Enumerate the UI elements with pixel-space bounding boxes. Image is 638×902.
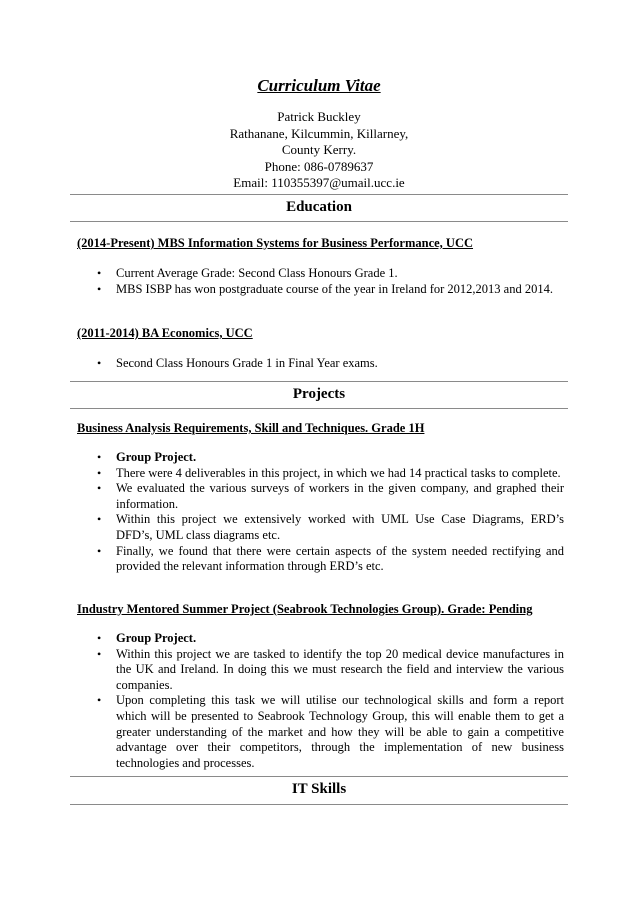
list-item-text: Group Project. xyxy=(116,450,197,464)
list-item-text: Finally, we found that there were certain aspects of the system needed rectifying and provided the relevant information through ERD’s etc. xyxy=(116,543,564,574)
list-item-text: Group Project. xyxy=(116,631,197,645)
document-title: Curriculum Vitae xyxy=(257,76,381,95)
section-divider xyxy=(70,776,568,777)
list-item-text: MBS ISBP has won postgraduate course of the year in Ireland for 2012,2013 and 2014. xyxy=(116,281,553,296)
project-entry-bullets xyxy=(96,631,564,771)
list-item xyxy=(96,647,564,694)
list-item xyxy=(96,356,564,372)
contact-phone: Phone: 086-0789637 xyxy=(264,158,374,174)
project-entry-bullets xyxy=(96,450,564,575)
bullet-icon: • xyxy=(97,693,102,708)
bullet-icon: • xyxy=(97,266,102,280)
list-item-text: There were 4 deliverables in this project, in which we had 14 practical tasks to complete. xyxy=(116,465,561,480)
contact-name: Patrick Buckley xyxy=(277,109,361,124)
list-item xyxy=(96,693,564,771)
education-heading: Education xyxy=(286,199,352,215)
contact-block xyxy=(0,109,638,192)
education-entry-bullets xyxy=(96,356,564,372)
section-divider xyxy=(70,221,568,222)
list-item-text: Within this project we are tasked to identify the top 20 medical device manufactures in the UK and Ireland. In doing this we must research the field and interview the various companies. xyxy=(116,646,564,692)
list-item-text: Second Class Honours Grade 1 in Final Year exams. xyxy=(116,356,378,370)
list-item xyxy=(96,466,564,482)
projects-heading: Projects xyxy=(292,386,346,402)
list-item xyxy=(96,266,564,282)
bullet-icon: • xyxy=(97,481,102,496)
bullet-icon: • xyxy=(97,356,102,370)
project-entry-title: Industry Mentored Summer Project (Seabrook Technologies Group). Grade: Pending xyxy=(77,602,533,616)
education-entry-title: (2014-Present) MBS Information Systems for Business Performance, UCC xyxy=(77,236,474,250)
it-skills-heading: IT Skills xyxy=(291,781,347,797)
list-item-text: Upon completing this task we will utilise our technological skills and form a report which will be presented to Seabrook Technology Group, this will enable them to get a greater understanding of the market and how they will be able to gain a competitive advantage over their competitors, through the implementation of new business technologies and processes. xyxy=(116,693,564,770)
list-item xyxy=(96,512,564,543)
bullet-icon: • xyxy=(97,543,102,558)
section-divider xyxy=(70,804,568,805)
list-item xyxy=(96,544,564,575)
list-item-text: We evaluated the various surveys of workers in the given company, and graphed their information. xyxy=(116,481,564,511)
bullet-icon: • xyxy=(97,465,102,480)
list-item xyxy=(96,631,564,647)
contact-address-line1: Rathanane, Kilcummin, Killarney, xyxy=(229,125,409,141)
section-divider xyxy=(70,194,568,195)
bullet-icon: • xyxy=(97,646,102,661)
section-divider xyxy=(70,381,568,382)
contact-address-line2: County Kerry. xyxy=(281,142,357,158)
education-entry-bullets xyxy=(96,266,564,297)
list-item xyxy=(96,282,564,298)
bullet-icon: • xyxy=(97,512,102,527)
bullet-icon: • xyxy=(97,281,102,296)
list-item xyxy=(96,450,564,466)
list-item-text: Within this project we extensively worked with UML Use Case Diagrams, ERD’s DFD’s, UML class diagrams etc. xyxy=(116,512,564,542)
list-item-text: Current Average Grade: Second Class Honours Grade 1. xyxy=(116,266,398,280)
project-entry-title: Business Analysis Requirements, Skill and Techniques. Grade 1H xyxy=(77,421,425,435)
contact-email: Email: 110355397@umail.ucc.ie xyxy=(233,175,405,191)
bullet-icon: • xyxy=(97,631,102,645)
education-entry-title: (2011-2014) BA Economics, UCC xyxy=(77,326,253,340)
bullet-icon: • xyxy=(97,450,102,464)
section-divider xyxy=(70,408,568,409)
list-item xyxy=(96,481,564,512)
